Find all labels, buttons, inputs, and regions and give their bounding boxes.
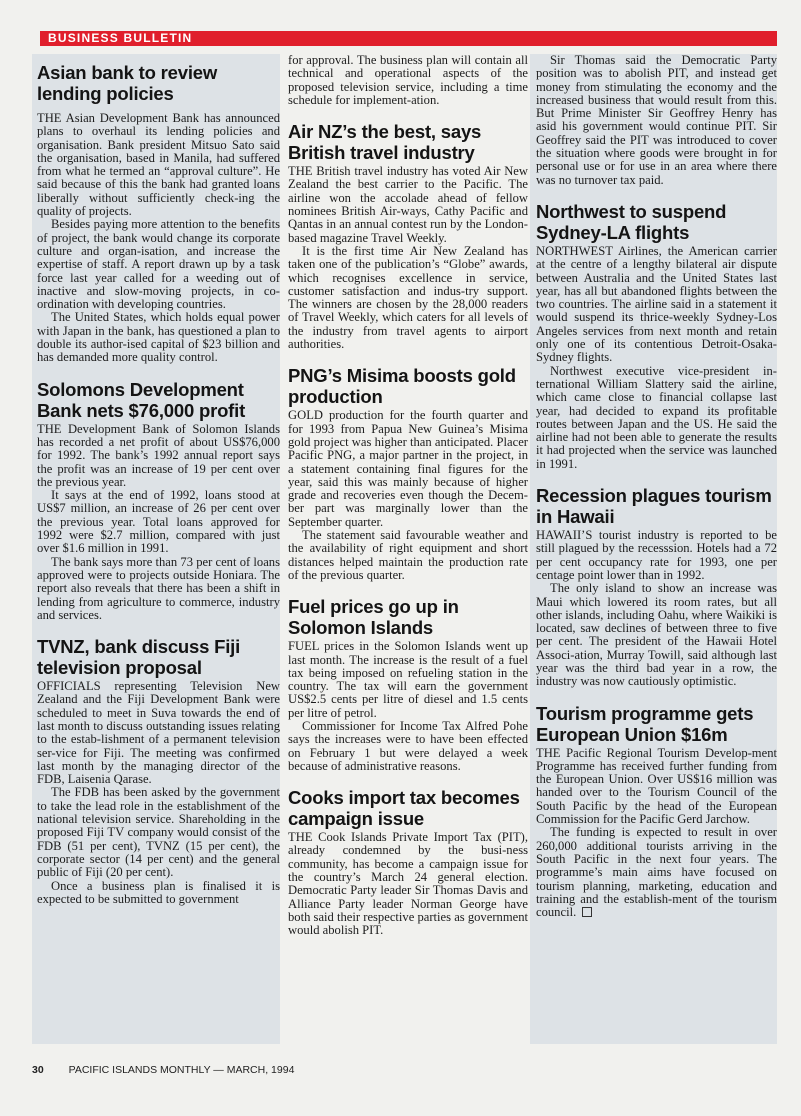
article-title-air-nz: Air NZ’s the best, says British travel industry [288,121,482,164]
article-paragraph: It says at the end of 1992, loans stood at US$7 million, an increase of 26 per cent over the previous year. Total loans approved for 1992 were $2.7 million, compared with just over $1.6 million in 1991. [37,488,280,556]
article-paragraph: HAWAII’S tourist industry is reported to be still plagued by the recesssion. Hotels had a 72 per cent occupancy rate for 1993, one per centage point lower than in 1992. [536,528,777,582]
section-banner [40,31,777,46]
article-title-cooks-tax: Cooks import tax becomes campaign issue [288,787,520,830]
article-paragraph: The only island to show an increase was Maui which lowered its room rates, but all other islands, including Oahu, where Waikiki is located, saw declines of between three to five per cent. The president of the Hawaii Hotel Associ-ation, Murray Towill, said although last year was the third bad year in a row, the industry was now cautiously optimistic. [536,581,777,689]
publication-line: PACIFIC ISLANDS MONTHLY — MARCH, 1994 [68,1064,295,1076]
article-title-tourism-eu: Tourism programme gets European Union $16m [536,702,754,745]
article-paragraph: The statement said favourable weather and the availability of right equipment and short distances helped maintain the production rate of the previous quarter. [288,528,528,582]
article-paragraph: It is the first time Air New Zealand has taken one of the publication’s “Globe” awards, which recognises excellence in service, customer satisfaction and indus-try support. The winners are chosen by the 28,000 readers of Travel Weekly, which caters for all levels of the industry from travel agents to airport authorities. [288,243,528,352]
page-number: 30 [32,1064,44,1076]
article-title-tvnz-fiji: TVNZ, bank discuss Fiji television proposal [37,636,241,679]
article-paragraph: THE Pacific Regional Tourism Develop-ment Programme has received further funding from the European Union. Over US$16 million was handed over to the Tourism Council of the South Pacific by the head of the European Commission for the Pacific Gerd Jarchow. [536,745,777,827]
article-paragraph: Sir Thomas said the Democratic Party position was to abolish PIT, and instead get money from stimulating the economy and the increased business that would result from this. But Prime Minister Sir Geoffrey Henry has asid his government would continue PIT. Sir Geoffrey said the PIT was introduced to cover the situation where goods were brought in for personal use or for use in an area where there was no turnover tax paid. [536,54,777,187]
article-title-asian-bank: Asian bank to review lending policies [37,62,218,104]
column-left [32,54,280,1044]
page-footer [32,1064,294,1076]
article-paragraph: THE Cook Islands Private Import Tax (PIT), already condemned by the busi-ness community, has become a campaign issue for the country’s March 24 general election. Democratic Party leader Sir Thomas Davis and Alliance Party leader Norman George have both said their respective parties as government would abolish PIT. [288,830,528,938]
article-paragraph: NORTHWEST Airlines, the American carrier at the centre of a lengthy bilateral air dispute between Australia and the United States last year, has all but abandoned flights between the two countries. The airline said in a statement it would suspend its thrice-weekly Sydney-Los Angeles services from next month and retain only one of its contentious Detroit-Osaka-Sydney flights. [536,243,777,365]
article-paragraph: Once a business plan is finalised it is expected to be submitted to government [37,878,280,906]
article-title-png-misima: PNG’s Misima boosts gold production [288,365,516,408]
column-middle [288,54,528,1044]
column-right [530,54,777,1044]
article-paragraph: FUEL prices in the Solomon Islands went up last month. The increase is the result of a fuel tax being imposed on refueling station in the country. The tax will earn the government US$2.5 cents per litre of diesel and 1.5 cents per litre of petrol. [288,639,528,720]
end-mark-icon [582,907,592,917]
article-paragraph-text: The funding is expected to result in over 260,000 additional tourists arriving in the South Pacific in the next four years. The programme’s main aims have focused on tourism planning, marketing, education and training and the establish-ment of the tourism council. [536,825,777,920]
article-title-hawaii: Recession plagues tourism in Hawaii [536,485,772,528]
article-paragraph [536,826,777,919]
article-paragraph: THE Asian Development Bank has announced plans to overhaul its lending policies and organisation. Bank president Mitsuo Sato said the organisation, based in Manila, had suffered from what he termed an “approval culture”. He said because of this the bank had granted loans liberally without sufficiently check-ing the quality of projects. [37,111,280,219]
article-title-solomons-bank: Solomons Development Bank nets $76,000 profit [37,378,246,421]
section-banner-label: BUSINESS BULLETIN [48,31,193,45]
article-title-northwest: Northwest to suspend Sydney-LA flights [536,200,727,243]
article-paragraph: The bank says more than 73 per cent of loans approved were to projects outside Honiara. The report also reveals that there has been a shift in lending from agriculture to commerce, industry and services. [37,554,280,622]
article-paragraph: THE Development Bank of Solomon Islands has recorded a net profit of about US$76,000 for 1992. The bank’s 1992 annual report says the profit was an increase of 19 per cent over the previous year. [37,421,280,489]
article-paragraph: Northwest executive vice-president in-ternational William Slattery said the airline, which came close to financial collapse last year, had decided to expand its profitable routes between Japan and the US. He said the airline had not been able to generate the results it had projected when the service was launched in 1991. [536,363,777,471]
article-paragraph: OFFICIALS representing Television New Zealand and the Fiji Development Bank were scheduled to meet in Suva towards the end of last month to discuss outstanding issues relating to the estab-lishment of a permanent television ser-vice for Fiji. The meeting was confirmed last month by the managing director of the FDB, Laisenia Qarase. [37,679,280,787]
article-paragraph: THE British travel industry has voted Air New Zealand the best carrier to the Pacific. The airline won the accolade ahead of fellow nominees British Air-ways, Cathy Pacific and Qantas in an annual contest run by the London-based magazine Travel Weekly. [288,164,528,245]
article-paragraph: Besides paying more attention to the benefits of project, the bank would change its corporate culture and organ-isation, and increase the expertise of staff. A report drawn up by a task force last year called for a weeding out of inactive and slow-moving projects, in co-ordination with developing countries. [37,217,280,312]
article-paragraph: Commissioner for Income Tax Alfred Pohe says the increases were to have been effected on February 1 but were delayed a week because of administrative reasons. [288,718,528,773]
article-title-fuel-prices: Fuel prices go up in Solomon Islands [288,596,459,639]
article-paragraph: for approval. The business plan will contain all technical and operational aspects of the proposed television service, including a time schedule for implement-ation. [288,54,528,107]
article-paragraph: The United States, which holds equal power with Japan in the bank, has questioned a plan to double its author-ised capital of $23 billion and has demanded more quality control. [37,310,280,365]
article-paragraph: GOLD production for the fourth quarter and for 1993 from Papua New Guinea’s Misima gold project was higher than anticipated. Placer Pacific PNG, a major partner in the project, in a statement containing final figures for the year, said this was mainly because of higher grade and recoveries even though the Decem-ber part was marginally lower than the September quarter. [288,408,528,529]
article-paragraph: The FDB has been asked by the government to take the lead role in the establishment of the national television service. Shareholding in the proposed Fiji TV company would consist of the FDB (51 per cent), TVNZ (15 per cent), the corporate sector (14 per cent) and the general public of Fiji (20 per cent). [37,785,280,880]
